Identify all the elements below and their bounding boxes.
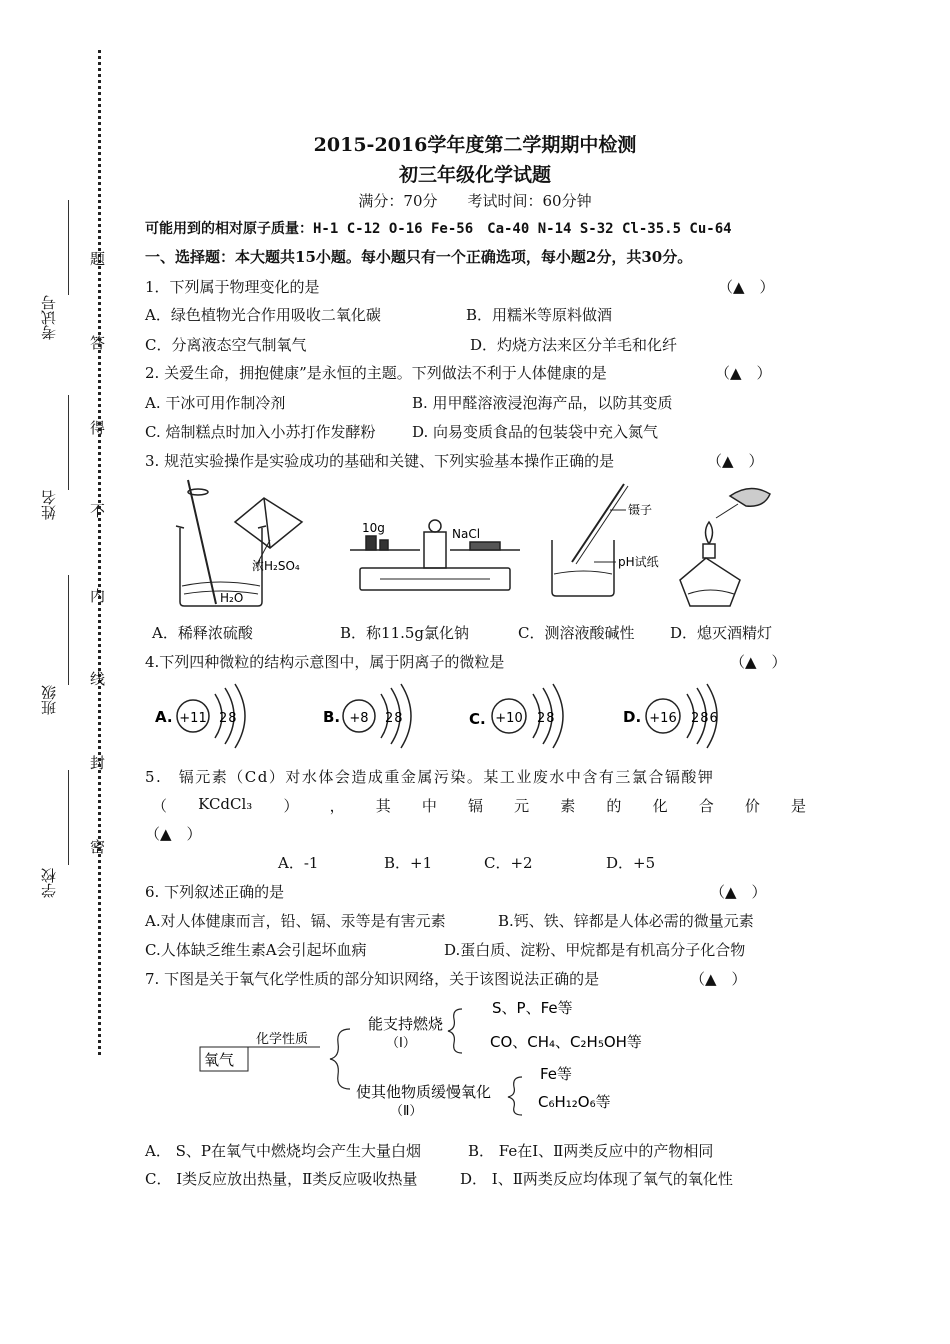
q1-answer-mark[interactable]: （▲ ） — [718, 278, 775, 296]
q5-stem-line2: （ KCdCl₃ ） ， 其 中 镉 元 素 的 化 合 价 是 — [152, 795, 806, 815]
q2-option-b[interactable]: B. 用甲醛溶液浸泡海产品，以防其变质 — [412, 394, 673, 412]
q1-option-d[interactable]: D．灼烧方法来区分羊毛和化纤 — [470, 336, 678, 354]
svg-text:+8: +8 — [349, 711, 369, 726]
q6-stem: 6. 下列叙述正确的是 — [145, 883, 285, 901]
q1-stem: 1．下列属于物理变化的是 — [145, 278, 320, 296]
exam-title: 2015-2016学年度第二学期期中检测 — [313, 134, 637, 156]
svg-text:D.: D. — [623, 708, 642, 726]
seal-char: 答 — [90, 334, 106, 352]
q7-option-c[interactable]: C． Ⅰ类反应放出热量，Ⅱ类反应吸收热量 — [145, 1170, 418, 1188]
q3-option-b[interactable]: B．称11.5g氯化钠 — [340, 624, 470, 642]
name-label: 姓名 — [40, 490, 58, 520]
nacl-label: NaCl — [452, 527, 481, 541]
section-heading: 一、选择题：本大题共15小题。每小题只有一个正确选项，每小题2分，共30分。 — [145, 248, 693, 266]
q5-option-d[interactable]: D．+5 — [606, 854, 656, 872]
svg-text:28: 28 — [385, 711, 404, 726]
acid-label: 浓H₂SO₄ — [252, 559, 300, 573]
q3-figure — [140, 470, 800, 618]
exam-subtitle: 初三年级化学试题 — [398, 164, 551, 186]
q5-answer-mark[interactable]: （▲ ） — [145, 825, 202, 843]
exam-no-blank[interactable] — [68, 200, 69, 295]
tweezers-label: 镊子 — [628, 503, 653, 517]
q1-option-a[interactable]: A．绿色植物光合作用吸收二氧化碳 — [145, 306, 381, 324]
atomic-masses: 可能用到的相对原子质量：H-1 C-12 O-16 Fe-56 Ca-40 N-14 S-32 Cl-35.5 Cu-64 — [145, 221, 732, 237]
svg-text:286: 286 — [691, 711, 719, 726]
q6-option-d[interactable]: D.蛋白质、淀粉、甲烷都是有机高分子化合物 — [444, 941, 746, 959]
q5-option-b[interactable]: B．+1 — [384, 854, 433, 872]
q5-option-a[interactable]: A．-1 — [278, 854, 319, 872]
q3-option-d[interactable]: D．熄灭酒精灯 — [670, 624, 773, 642]
exam-meta: 满分：70分 考试时间：60分钟 — [358, 192, 592, 210]
q5-stem-line1: 5. 镉元素（Cd）对水体会造成重金属污染。某工业废水中含有三氯合镉酸钾 — [145, 768, 715, 786]
q6-option-c[interactable]: C.人体缺乏维生素A会引起坏血病 — [145, 941, 367, 959]
q3-option-a[interactable]: A．稀释浓硫酸 — [152, 624, 253, 642]
svg-text:A.: A. — [155, 708, 173, 726]
q1-option-c[interactable]: C．分离液态空气制氧气 — [145, 336, 307, 354]
q6-answer-mark[interactable]: （▲ ） — [710, 883, 767, 901]
q2-option-a[interactable]: A. 干冰可用作制冷剂 — [145, 394, 286, 412]
q3-answer-mark[interactable]: （▲ ） — [707, 452, 764, 470]
svg-text:C.: C. — [469, 710, 486, 728]
school-label: 学校 — [40, 868, 58, 898]
branch-1-number: （Ⅰ） — [386, 1036, 416, 1051]
q2-stem: 2. 关爱生命，拥抱健康”是永恒的主题。下列做法不利于人体健康的是 — [145, 364, 607, 382]
q2-option-d[interactable]: D. 向易变质食品的包装袋中充入氮气 — [412, 423, 659, 441]
svg-text:+16: +16 — [649, 711, 677, 726]
q2-answer-mark[interactable]: （▲ ） — [715, 364, 772, 382]
q7-option-a[interactable]: A． S、P在氧气中燃烧均会产生大量白烟 — [145, 1142, 421, 1160]
q7-answer-mark[interactable]: （▲ ） — [690, 970, 747, 988]
seal-char: 密 — [90, 838, 106, 856]
branch-2: 使其他物质缓慢氧化 — [356, 1083, 492, 1101]
q2-option-c[interactable]: C. 焙制糕点时加入小苏打作发酵粉 — [145, 423, 376, 441]
q6-option-b[interactable]: B.钙、铁、锌都是人体必需的微量元素 — [498, 912, 754, 930]
seal-char: 得 — [90, 419, 106, 437]
q3-stem: 3. 规范实验操作是实验成功的基础和关键、下列实验基本操作正确的是 — [145, 452, 615, 470]
beaker-figure-a — [176, 480, 302, 606]
svg-text:28: 28 — [537, 711, 556, 726]
particle-a — [155, 684, 245, 748]
q5-option-c[interactable]: C．+2 — [484, 854, 533, 872]
ph-figure-c — [552, 484, 628, 596]
q4-particles — [145, 680, 745, 752]
svg-text:+11: +11 — [179, 711, 207, 726]
q7-option-b[interactable]: B． Fe在Ⅰ、Ⅱ两类反应中的产物相同 — [468, 1142, 714, 1160]
branch-2-leaf-b: C₆H₁₂O₆等 — [538, 1093, 611, 1111]
q3-option-c[interactable]: C．测溶液酸碱性 — [518, 624, 635, 642]
seal-char: 不 — [90, 502, 106, 520]
school-blank[interactable] — [68, 770, 69, 865]
water-label: H₂O — [220, 591, 244, 605]
q7-option-d[interactable]: D． Ⅰ、Ⅱ两类反应均体现了氧气的氧化性 — [460, 1170, 733, 1188]
particle-b — [323, 684, 411, 748]
name-blank[interactable] — [68, 395, 69, 490]
seal-char: 题 — [90, 250, 106, 268]
q6-option-a[interactable]: A.对人体健康而言，铅、镉、汞等是有害元素 — [145, 912, 446, 930]
svg-text:28: 28 — [219, 711, 238, 726]
branch-1-leaf-b: CO、CH₄、C₂H₅OH等 — [490, 1033, 642, 1051]
particle-c — [469, 684, 563, 748]
svg-text:B.: B. — [323, 708, 341, 726]
q4-answer-mark[interactable]: （▲ ） — [730, 653, 787, 671]
particle-d — [623, 684, 719, 748]
lamp-figure-d — [680, 488, 770, 606]
network-root: 氧气 — [204, 1051, 235, 1069]
branch-2-number: （Ⅱ） — [390, 1104, 423, 1119]
q1-option-b[interactable]: B．用糯米等原料做酒 — [466, 306, 613, 324]
ph-label: pH试纸 — [618, 555, 659, 569]
network-edge: 化学性质 — [256, 1032, 309, 1047]
q7-knowledge-network — [190, 995, 670, 1125]
branch-1: 能支持燃烧 — [368, 1015, 444, 1033]
seal-char: 线 — [90, 670, 106, 688]
class-label: 班级 — [40, 685, 58, 715]
seal-char: 封 — [90, 754, 106, 772]
branch-2-leaf-a: Fe等 — [540, 1065, 573, 1083]
q7-stem: 7. 下图是关于氧气化学性质的部分知识网络，关于该图说法正确的是 — [145, 970, 600, 988]
seal-char: 内 — [90, 587, 106, 605]
branch-1-leaf-a: S、P、Fe等 — [492, 999, 573, 1017]
exam-no-label: 考试号 — [40, 295, 58, 340]
svg-text:+10: +10 — [495, 711, 523, 726]
weight-label: 10g — [362, 521, 385, 535]
class-blank[interactable] — [68, 575, 69, 685]
q4-stem: 4.下列四种微粒的结构示意图中，属于阴离子的微粒是 — [145, 653, 505, 671]
